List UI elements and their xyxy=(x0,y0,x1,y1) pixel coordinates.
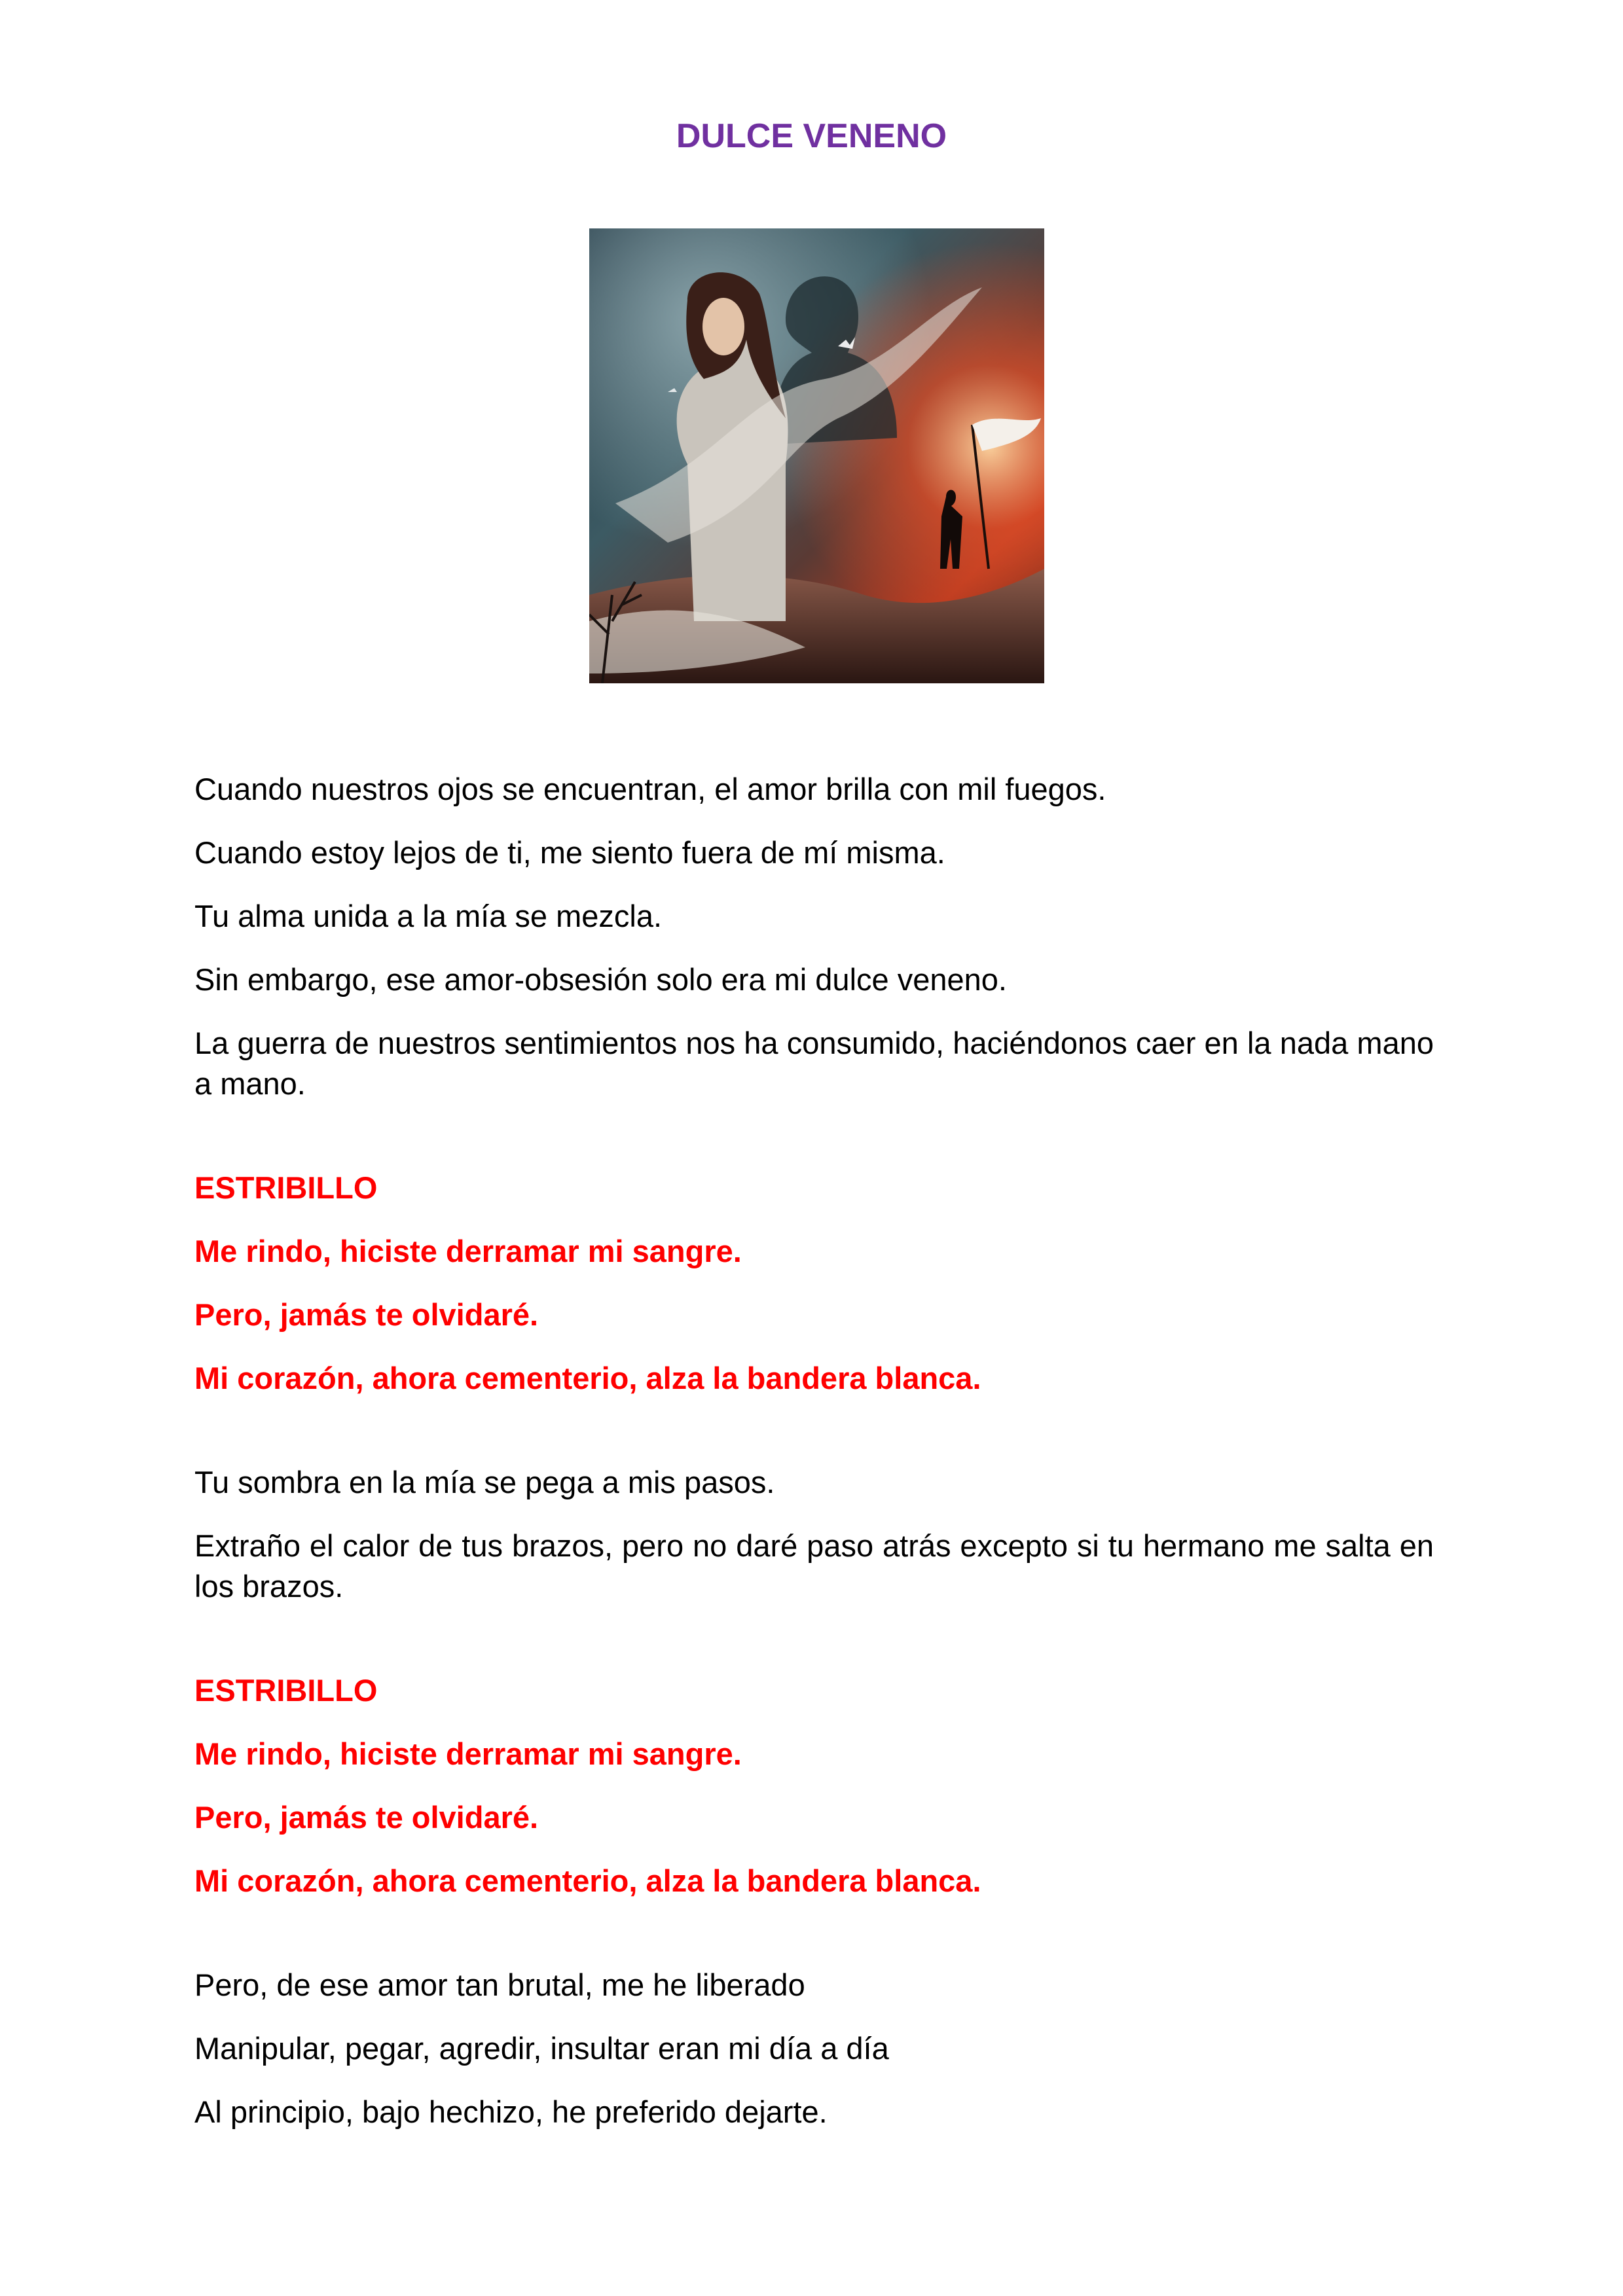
lyric-line: Cuando estoy lejos de ti, me siento fuera de mí misma. xyxy=(194,835,945,870)
chorus-heading: ESTRIBILLO xyxy=(194,1170,378,1205)
chorus-line: Pero, jamás te olvidaré. xyxy=(194,1297,539,1332)
chorus-line: Pero, jamás te olvidaré. xyxy=(194,1800,539,1835)
lyrics-body xyxy=(194,769,1434,2155)
lyric-line: Pero, de ese amor tan brutal, me he liberado xyxy=(194,1967,805,2002)
stanza-spacer xyxy=(194,1422,1434,1462)
lyric-line: Tu sombra en la mía se pega a mis pasos. xyxy=(194,1465,775,1499)
lyric-line: La guerra de nuestros sentimientos nos ha consumido, haciéndonos caer en la nada mano a mano. xyxy=(194,1026,1434,1101)
stanza-spacer xyxy=(194,1630,1434,1670)
chorus-line: Mi corazón, ahora cementerio, alza la bandera blanca. xyxy=(194,1863,981,1898)
lyric-line: Cuando nuestros ojos se encuentran, el amor brilla con mil fuegos. xyxy=(194,772,1106,806)
page-title: DULCE VENENO xyxy=(676,117,947,155)
chorus-heading: ESTRIBILLO xyxy=(194,1673,378,1708)
chorus-line: Me rindo, hiciste derramar mi sangre. xyxy=(194,1234,742,1268)
lyric-line: Al principio, bajo hechizo, he preferido dejarte. xyxy=(194,2094,828,2129)
stanza-spacer xyxy=(194,1924,1434,1965)
chorus-line: Mi corazón, ahora cementerio, alza la bandera blanca. xyxy=(194,1361,981,1395)
lyric-line: Manipular, pegar, agredir, insultar eran mi día a día xyxy=(194,2031,889,2066)
lyric-line: Extraño el calor de tus brazos, pero no daré paso atrás excepto si tu hermano me salta en los brazos. xyxy=(194,1528,1434,1604)
lyric-line: Sin embargo, ese amor-obsesión solo era mi dulce veneno. xyxy=(194,962,1007,997)
illustration-image xyxy=(589,228,1044,683)
chorus-line: Me rindo, hiciste derramar mi sangre. xyxy=(194,1736,742,1771)
lyric-line: Tu alma unida a la mía se mezcla. xyxy=(194,899,663,933)
stanza-spacer xyxy=(194,1127,1434,1168)
